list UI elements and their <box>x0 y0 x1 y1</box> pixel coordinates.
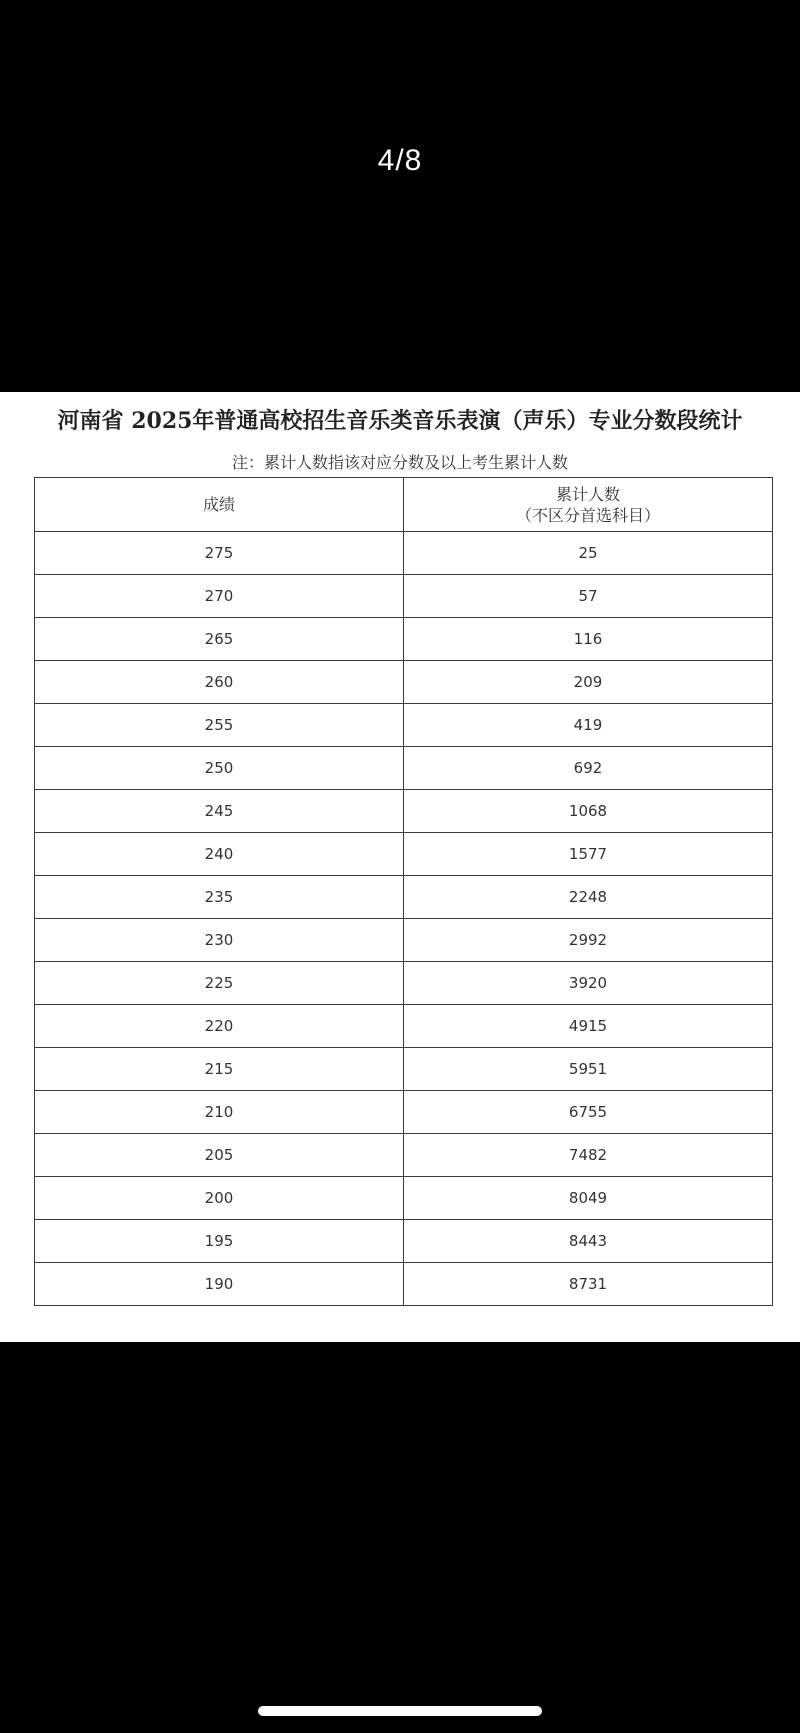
cumulative-count-cell: 3920 <box>404 962 773 1005</box>
table-row <box>35 876 773 919</box>
cumulative-count-cell: 57 <box>404 575 773 618</box>
score-cell: 255 <box>35 704 404 747</box>
score-cell: 240 <box>35 833 404 876</box>
home-indicator[interactable] <box>258 1706 542 1716</box>
table-row <box>35 1005 773 1048</box>
table-row <box>35 919 773 962</box>
score-cell: 205 <box>35 1134 404 1177</box>
score-cell: 200 <box>35 1177 404 1220</box>
cumulative-count-cell: 419 <box>404 704 773 747</box>
cumulative-count-cell: 209 <box>404 661 773 704</box>
score-cell: 235 <box>35 876 404 919</box>
cumulative-count-cell: 8443 <box>404 1220 773 1263</box>
table-row <box>35 1134 773 1177</box>
score-cell: 225 <box>35 962 404 1005</box>
table-row <box>35 532 773 575</box>
header-score: 成绩 <box>35 478 404 532</box>
score-cell: 275 <box>35 532 404 575</box>
document-title: 河南省 2025年普通高校招生音乐类音乐表演（声乐）专业分数段统计 <box>57 408 743 434</box>
cumulative-count-cell: 5951 <box>404 1048 773 1091</box>
score-cell: 265 <box>35 618 404 661</box>
cumulative-count-cell: 4915 <box>404 1005 773 1048</box>
page-counter: 4/8 <box>377 144 423 177</box>
cumulative-count-cell: 2992 <box>404 919 773 962</box>
score-cell: 190 <box>35 1263 404 1306</box>
table-row <box>35 575 773 618</box>
score-cell: 215 <box>35 1048 404 1091</box>
cumulative-count-cell: 25 <box>404 532 773 575</box>
cumulative-count-cell: 8731 <box>404 1263 773 1306</box>
table-row <box>35 704 773 747</box>
table-header-row <box>35 478 773 532</box>
table-row <box>35 1220 773 1263</box>
score-cell: 220 <box>35 1005 404 1048</box>
document-image <box>0 392 800 1342</box>
table-row <box>35 618 773 661</box>
cumulative-count-cell: 8049 <box>404 1177 773 1220</box>
cumulative-count-cell: 1068 <box>404 790 773 833</box>
score-table <box>34 477 773 1306</box>
table-row <box>35 1048 773 1091</box>
table-row <box>35 962 773 1005</box>
table-row <box>35 1177 773 1220</box>
score-cell: 245 <box>35 790 404 833</box>
header-cumulative-line1: 累计人数 <box>555 484 620 504</box>
table-row <box>35 1091 773 1134</box>
header-cumulative <box>404 478 773 532</box>
table-row <box>35 833 773 876</box>
cumulative-count-cell: 2248 <box>404 876 773 919</box>
table-body <box>35 532 773 1306</box>
cumulative-count-cell: 116 <box>404 618 773 661</box>
score-cell: 210 <box>35 1091 404 1134</box>
score-cell: 230 <box>35 919 404 962</box>
document-note: 注：累计人数指该对应分数及以上考生累计人数 <box>231 453 568 472</box>
table-row <box>35 661 773 704</box>
score-cell: 195 <box>35 1220 404 1263</box>
score-cell: 270 <box>35 575 404 618</box>
score-cell: 260 <box>35 661 404 704</box>
cumulative-count-cell: 7482 <box>404 1134 773 1177</box>
header-cumulative-line2: （不区分首选科目） <box>515 505 660 525</box>
cumulative-count-cell: 1577 <box>404 833 773 876</box>
table-row <box>35 747 773 790</box>
cumulative-count-cell: 6755 <box>404 1091 773 1134</box>
score-cell: 250 <box>35 747 404 790</box>
cumulative-count-cell: 692 <box>404 747 773 790</box>
table-row <box>35 1263 773 1306</box>
table-row <box>35 790 773 833</box>
